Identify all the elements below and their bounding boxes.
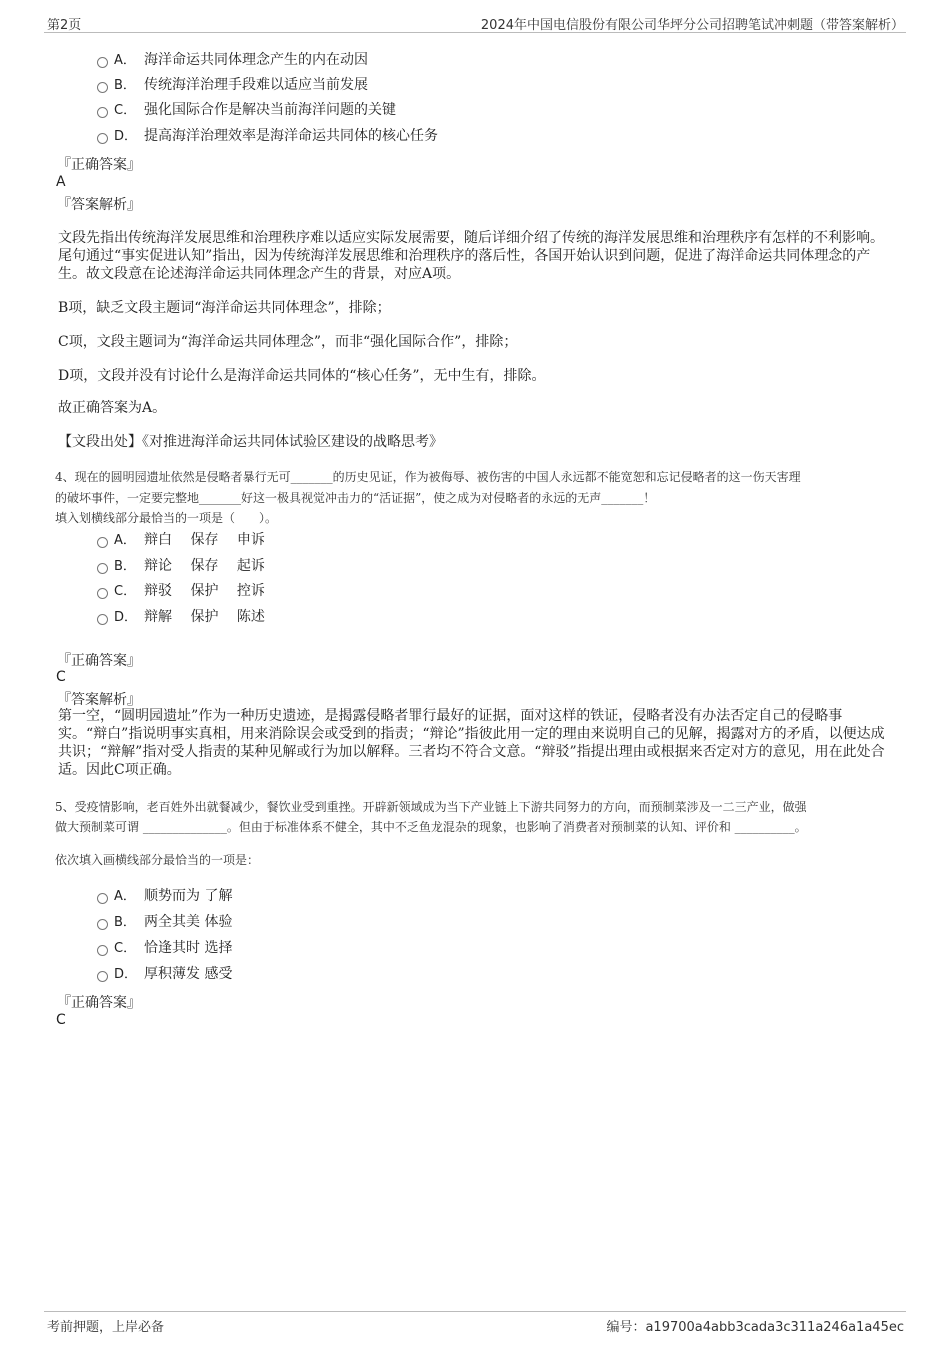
q4-analysis-label: 『答案解析』 (57, 692, 141, 708)
radio-icon[interactable] (97, 563, 108, 574)
page-number: 第2页 (47, 18, 82, 33)
q5-option-d[interactable]: D． 厚积薄发 感受 (97, 964, 232, 984)
q5-option-a[interactable]: A． 顺势而为 了解 (97, 886, 232, 906)
footer-slogan: 考前押题，上岸必备 (47, 1320, 165, 1335)
q4-answer-label: 『正确答案』 (57, 653, 141, 669)
q4-answer: C (56, 669, 66, 685)
radio-icon[interactable] (97, 919, 108, 930)
radio-icon[interactable] (97, 82, 108, 93)
q5-option-b[interactable]: B． 两全其美 体验 (97, 912, 232, 932)
q3-analysis-label: 『答案解析』 (57, 197, 141, 213)
q4-option-d[interactable]: D． 辩解 保护 陈述 (97, 607, 265, 627)
q3-analysis-b: B项，缺乏文段主题词“海洋命运共同体理念”，排除； (58, 300, 391, 316)
q3-answer: A (56, 174, 66, 190)
q3-option-d[interactable]: D． 提高海洋治理效率是海洋命运共同体的核心任务 (97, 126, 438, 146)
q4-stem-line2: 的破坏事件，一定要完整地_______好这一极具视觉冲击力的“活证据”，使之成为对侵略者的永远的无声_______！ (55, 491, 656, 505)
q3-analysis-d: D项，文段并没有讨论什么是海洋命运共同体的“核心任务”，无中生有，排除。 (58, 368, 546, 384)
page-header (44, 10, 906, 33)
q3-option-b[interactable]: B． 传统海洋治理手段难以适应当前发展 (97, 75, 368, 95)
q3-option-c[interactable]: C． 强化国际合作是解决当前海洋问题的关键 (97, 100, 396, 120)
q3-conclusion: 故正确答案为A。 (58, 400, 167, 416)
q5-stem-line1: 5、受疫情影响，老百姓外出就餐减少，餐饮业受到重挫。开辟新领域成为当下产业链上下游共同努力的方向，而预制菜涉及一二三产业，做强 (55, 800, 807, 814)
q3-analysis-c: C项，文段主题词为“海洋命运共同体理念”，而非“强化国际合作”，排除； (58, 334, 518, 350)
q4-option-b[interactable]: B． 辩论 保存 起诉 (97, 556, 265, 576)
radio-icon[interactable] (97, 107, 108, 118)
q5-stem-line3: 依次填入画横线部分最恰当的一项是： (55, 853, 260, 867)
document-id: 编号：a19700a4abb3cada3c311a246a1a45ec (606, 1320, 904, 1335)
radio-icon[interactable] (97, 893, 108, 904)
q3-answer-label: 『正确答案』 (57, 157, 141, 173)
document-title: 2024年中国电信股份有限公司华坪分公司招聘笔试冲刺题（带答案解析） (480, 18, 904, 33)
radio-icon[interactable] (97, 588, 108, 599)
radio-icon[interactable] (97, 945, 108, 956)
q4-stem-line1: 4、现在的圆明园遗址依然是侵略者暴行无可_______的历史见证，作为被侮辱、被伤害的中国人永远都不能宽恕和忘记侵略者的这一伤天害理 (55, 470, 801, 484)
q3-option-a[interactable]: A． 海洋命运共同体理念产生的内在动因 (97, 50, 368, 70)
q5-answer-label: 『正确答案』 (57, 995, 141, 1011)
radio-icon[interactable] (97, 537, 108, 548)
q4-analysis: 第一空，“圆明园遗址”作为一种历史遗迹，是揭露侵略者罪行最好的证据，面对这样的铁证，侵略者没有办法否定自己的侵略事实。“辩白”指说明事实真相，用来消除误会或受到的指责；“辩论”指彼此用一定的理由来说明自己的见解，揭露对方的矛盾，以便达成共识；“辩解”指对受人指责的某种见解或行为加以解释。三者均不符合文意。“辩驳”指提出理由或根据来否定对方的意见，用在此处合适。因此C项正确。 (58, 708, 885, 778)
radio-icon[interactable] (97, 57, 108, 68)
q4-stem-line3: 填入划横线部分最恰当的一项是（ ）。 (55, 511, 278, 525)
radio-icon[interactable] (97, 971, 108, 982)
q4-option-a[interactable]: A． 辩白 保存 申诉 (97, 530, 265, 550)
q5-answer: C (56, 1012, 66, 1028)
q5-stem-line2: 做大预制菜可谓 ______________。但由于标准体系不健全，其中不乏鱼龙混杂的现象，也影响了消费者对预制菜的认知、评价和 __________。 (55, 820, 807, 834)
q3-analysis-paragraph: 文段先指出传统海洋发展思维和治理秩序难以适应实际发展需要，随后详细介绍了传统的海洋发展思维和治理秩序有怎样的不利影响。尾句通过“事实促进认知”指出，因为传统海洋发展思维和治理秩序的落后性，各国开始认识到问题，促进了海洋命运共同体理念的产生。故文段意在论述海洋命运共同体理念产生的背景，对应A项。 (58, 230, 884, 282)
q5-option-c[interactable]: C． 恰逢其时 选择 (97, 938, 232, 958)
radio-icon[interactable] (97, 133, 108, 144)
q3-source: 【文段出处】《对推进海洋命运共同体试验区建设的战略思考》 (58, 434, 443, 450)
q4-option-c[interactable]: C． 辩驳 保护 控诉 (97, 581, 265, 601)
radio-icon[interactable] (97, 614, 108, 625)
page-footer (44, 1311, 906, 1335)
